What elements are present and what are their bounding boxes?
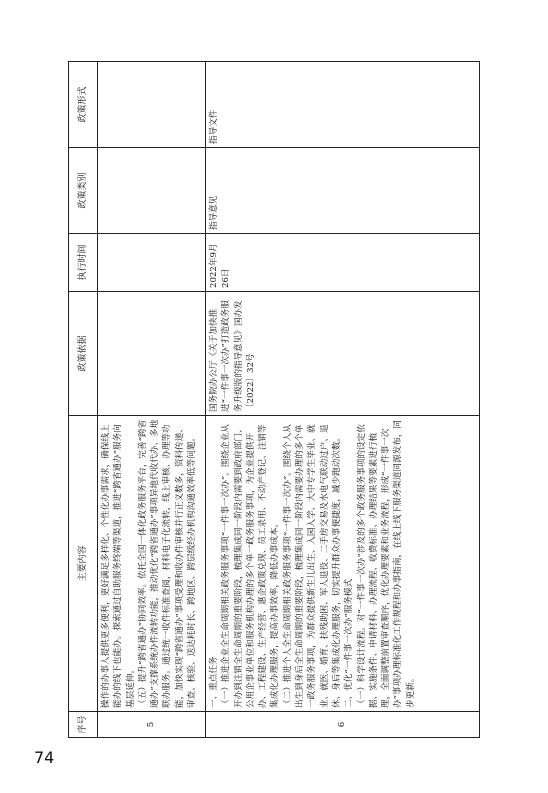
header-category: 政策类别 [69, 148, 98, 234]
row-main-paragraph: （一）推进企业全生命周期相关政务服务事项“一件事一次办”。围绕企业从开办到注销全生命周期的重要阶段，梳理集成同一阶段内需要到政府部门、公用企事业单位和服务机构办理的多个单一政务服务事项，为企业提供开办、工程建设、生产经营、惠企政策兑现、员工录用、不动产登记、注销等集成化办理服务，提高办事效率，降低办事成本。 [221, 424, 281, 708]
row-seq: 5 [98, 712, 206, 738]
row-category [98, 148, 206, 234]
row-category: 指导意见 [206, 148, 480, 234]
page-number: 74 [34, 748, 55, 767]
header-basis: 政策依据 [69, 292, 98, 416]
row-time [98, 234, 206, 292]
row-basis: 国务院办公厅《关于加快推进“一件事一次办”打造政务服务升级版的指导意见》国办发〔2022〕32号 [206, 292, 480, 416]
row-form [98, 62, 206, 148]
row-basis [98, 292, 206, 416]
row-main-paragraph: 一、重点任务 [209, 656, 219, 708]
header-form: 政策形式 [69, 62, 98, 148]
table-row [98, 62, 206, 738]
table-header-row [69, 62, 98, 738]
row-seq: 6 [206, 712, 480, 738]
header-time: 执行时间 [69, 234, 98, 292]
header-seq: 序号 [69, 712, 98, 738]
row-form: 指导文件 [206, 62, 480, 148]
row-main-paragraph: （一）科学设计流程。对“一件事一次办”涉及的多个政务服务事项的设定依据、实施条件、申请材料、办理流程、收费标准、办理结果等要素进行梳理，全面调整前置审查顺序，优化办理要素和业务流程，形成“一件事一次办”事项办理标准化工作规程和办事指南，在线上线下服务渠道同源发布，同步更新。 [356, 420, 416, 708]
row-main [98, 416, 206, 712]
row-time: 2022年9月26日 [206, 234, 480, 292]
table-row [206, 62, 480, 738]
row-main-paragraph: （二）推进个人全生命周期相关政务服务事项“一件事一次办”。围绕个人从出生到身后全生命周期的重要阶段，梳理集成同一阶段内需要办理的多个单一政务服务事项，为群众提供新生儿出生、入园入学、大中专学生毕业、就业、就医、婚育、扶残助困、军人退役、二手房交易及水电气联动过户、退休、身后等集成化办理服务，切实提升群众办事便捷度，减少跑动次数。 [282, 424, 342, 708]
row-main [206, 416, 480, 712]
policy-table [68, 61, 480, 738]
row-main-paragraph: （五）提升“跨省通办”协同效率。依托全国一体化政务服务平台，完善“跨省通办”支撑系统办件流转功能，推动优化“跨省通办”事项异地代收代办、多地联办服务。通过统一收件标准查阅，材料电子化流转，线上审核、办理等功能，加快实现“跨省通办”事项受理和收办件审核并行正义数多，资料传递、审查、核验、送达耗时长、跨地区、跨层级经办机构沟通效率低等问题。 [137, 419, 198, 708]
row-main-paragraph: 二、优化“一件事一次办”服务模式 [344, 578, 355, 708]
rotated-page [68, 62, 480, 738]
header-main: 主要内容 [69, 416, 98, 712]
row-main-paragraph: 操作的办事人提供更多便利，更好满足多样化、个性化办事需求，确保线上能办的线下也能办。探索通过自助服务终端等渠道，推进“跨省通办”服务向基层延伸。 [101, 424, 136, 708]
